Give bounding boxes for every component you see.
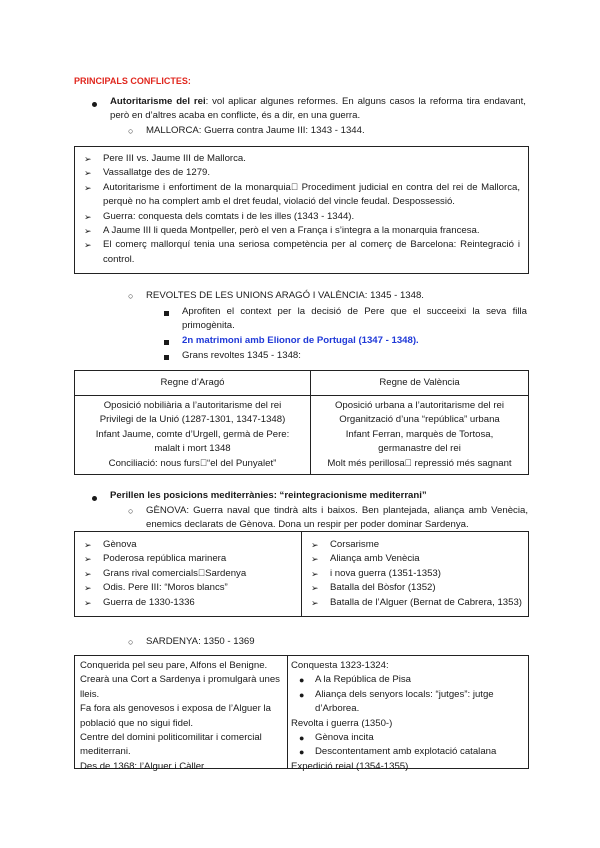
arrow-bullet-icon: ➢ [311,568,319,579]
list-item: ➢ El comerç mallorquí tenia una seriosa competència per al comerç de Barcelona: Reintegració i control. [84,239,520,265]
sardenya-box [74,655,529,772]
table-cell: Oposició nobiliària a l’autoritarisme del rei Privilegi de la Unió (1287-1301, 1347-1348) Infant Jaume, comte d’Urgell, germà de Pere: malalt i mort 1348 Conciliació: nous furs “el del Punyalet” [75,396,311,475]
section-heading: Autoritarisme del rei [110,96,206,107]
list-item: ➢ Pere III vs. Jaume III de Mallorca. [75,152,520,166]
square-bullet-icon [164,355,169,360]
revoltes-heading: REVOLTES DE LES UNIONS ARAGÓ I VALÈNCIA: 1345 - 1348. [146,290,424,301]
arrow-bullet-icon: ➢ [311,583,319,594]
section-heading: Perillen les posicions mediterrànies: “reintegracionisme mediterrani” [110,490,427,501]
circle-bullet-icon: ○ [128,126,134,136]
square-bullet-icon [164,340,169,345]
arrow-bullet-icon: ➢ [84,240,92,251]
genova-box [74,531,529,617]
list-item: ➢ A Jaume III li queda Montpeller, però el ven a França i s’integra a la monarquia francesa. [75,224,520,238]
bullet-dot-icon: ● [299,747,305,758]
sardenya-heading: SARDENYA: 1350 - 1369 [146,636,255,647]
list-item: Aprofiten el context per la decisió de Pere que el succeeixi la seva filla primogènita. [182,306,527,332]
arrow-bullet-icon: ➢ [84,583,92,594]
column-divider [287,656,288,768]
arrow-bullet-icon: ➢ [84,211,92,222]
list-item: ➢ Odis. Pere III: “Moros blancs” [75,581,301,595]
sardenya-right: Conquesta 1323-1324: ● A la República de Pisa ● Aliança dels senyors locals: “jutges”: jutge d’Arborea. Revolta i guerra (1350-) ● Gènova incita ● Descontentament amb explotació catalana Expedició reial (1354-1355) [291,659,525,774]
revoltes-table [74,370,529,475]
circle-bullet-icon: ○ [128,291,134,301]
arrow-bullet-icon: ➢ [84,597,92,608]
list-item: ● Aliança dels senyors locals: “jutges”: jutge d’Arborea. [299,688,494,715]
list-item: ➢ Vassallatge des de 1279. [75,166,520,180]
list-item: ● Gènova incita [291,731,525,745]
arrow-bullet-icon: ➢ [84,182,92,193]
list-item: ➢ Grans rival comercials Sardenya [75,567,301,581]
circle-bullet-icon: ○ [128,506,134,516]
arrow-bullet-icon: ➢ [311,540,319,550]
arrow-bullet-icon: ➢ [84,154,92,164]
list-item: ● A la República de Pisa [291,673,525,687]
list-item: ➢ i nova guerra (1351-1353) [302,567,522,581]
genova-right [302,538,522,610]
arrow-bullet-icon: ➢ [84,540,92,550]
list-item: Grans revoltes 1345 - 1348: [182,350,301,361]
arrow-bullet-icon: ➢ [84,168,92,179]
arrow-bullet-icon: ➢ [311,554,319,565]
sardenya-left: Conquerida pel seu pare, Alfons el Benigne. Crearà una Cort a Sardenya i promulgarà unes lleis. Fa fora als genovesos i exposa de l’Alguer la població que no sigui fidel. Centre del domini politicomilitar i comercial mediterrani. Des de 1368: l’Alguer i Càller. [80,660,280,772]
list-item-highlight: 2n matrimoni amb Elionor de Portugal (1347 - 1348). [182,335,419,346]
arrow-bullet-icon: ➢ [311,597,319,608]
square-bullet-icon [164,311,169,316]
list-item: ➢ Corsarisme [302,538,522,552]
arrow-bullet-icon: ➢ [84,554,92,565]
table-header: Regne de València [311,371,529,396]
table-header: Regne d’Aragó [75,371,311,396]
list-item: ➢ Autoritarisme i enfortiment de la monarquia  Procediment judicial en contra del rei de Mallorca, perquè no ha complert amb el dret feudal, violació del vincle feudal. Despossessió. [84,181,520,208]
mallorca-heading: MALLORCA: Guerra contra Jaume III: 1343 - 1344. [146,125,365,136]
list-item: ➢ Batalla de l’Alguer (Bernat de Cabrera, 1353) [302,596,522,610]
bullet-dot [92,102,97,107]
bullet-dot-icon: ● [299,689,305,700]
bullet-dot-icon: ● [299,675,305,686]
list-item: ➢ Batalla del Bòsfor (1352) [302,581,522,595]
list-item: ● Descontentament amb explotació catalana [291,745,525,759]
section-autoritarisme [110,95,526,124]
list-item: ➢ Guerra de 1330-1336 [75,596,301,610]
bullet-dot [92,496,97,501]
arrow-bullet-icon: ➢ [84,568,92,579]
circle-bullet-icon: ○ [128,637,134,647]
bullet-dot-icon: ● [299,733,305,744]
list-item: ➢ Aliança amb Venècia [302,552,522,566]
genova-left [75,538,301,610]
arrow-bullet-icon: ➢ [84,226,92,237]
list-item: ➢ Gènova [75,538,301,552]
table-cell: Oposició urbana a l’autoritarisme del rei Organització d’una “república” urbana Infant Ferran, marquès de Tortosa, germanastre del rei Molt més perillosa  repressió més sagnant [311,396,529,475]
genova-text: GÈNOVA: Guerra naval que tindrà alts i baixos. Ben plantejada, aliança amb Venècia, enemics declarats de Gènova. Dona un respir per poder dominar Sardenya. [146,505,528,531]
list-item: ➢ Poderosa república marinera [75,552,301,566]
list-item: ➢ Guerra: conquesta dels comtats i de les illes (1343 - 1344). [75,210,520,224]
page-title: PRINCIPALS CONFLICTES: [74,76,191,86]
mallorca-box [74,146,529,274]
section-text: : vol aplicar algunes reformes. En alguns casos la reforma tira endavant, però en d’altres acaba en conflicte, és a dir, en una guerra. [110,96,526,122]
